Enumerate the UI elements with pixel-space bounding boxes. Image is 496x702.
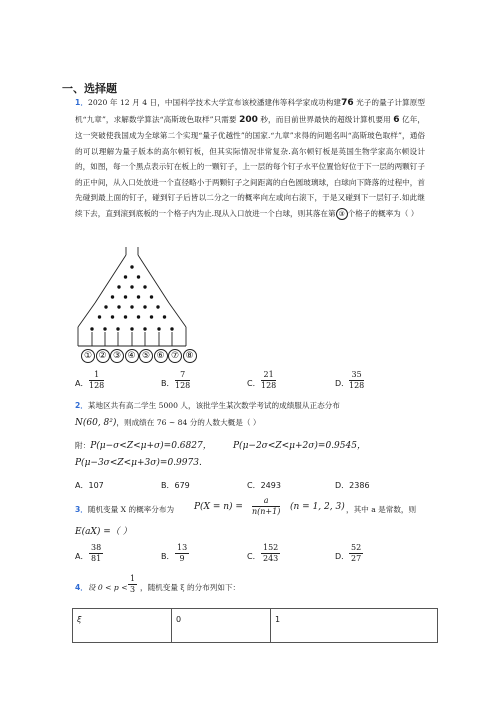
q2-option-d[interactable]: D．2386	[335, 481, 370, 490]
slot-label-2: ②	[96, 349, 110, 363]
q2-reference-2: P(μ−2σ<Z<μ+2σ)=0.9545，	[233, 441, 366, 451]
option-d-fraction: $\frac{35}{128}$	[349, 370, 365, 390]
slot-label-8: ⑧	[183, 349, 197, 363]
q3-pmf-fraction: $\frac{a}{n(n+1)}$	[252, 496, 281, 516]
q1-options	[75, 370, 435, 396]
q4-text-b: ，随机变量 ξ 的分布列如下：	[140, 583, 241, 592]
pegs	[90, 265, 173, 330]
slot-label-6: ⑥	[154, 349, 168, 363]
table-cell: 1	[271, 609, 438, 643]
q2-distribution: N(60, 8²)，则成绩在 76 ~ 84 分的人数大概是（ ）	[75, 418, 261, 428]
table-row	[73, 609, 438, 643]
question-number: 2．	[75, 401, 88, 410]
option-b-label[interactable]: B．	[161, 552, 175, 561]
q2-option-c[interactable]: C．2493	[247, 481, 281, 490]
option-d-fraction: $\frac{52}{27}$	[351, 543, 362, 563]
slot-label-4: ④	[125, 349, 139, 363]
option-c-fraction: $\frac{21}{128}$	[261, 370, 277, 390]
q3-text-b: ，其中 a 是常数，则	[346, 505, 417, 514]
slot-marker: ③	[336, 208, 348, 220]
q3-expectation: E(aX) =（ ）	[75, 527, 132, 537]
option-d-label[interactable]: D．	[335, 379, 350, 388]
option-c-label[interactable]: C．	[247, 379, 261, 388]
section-title: 一、选择题	[62, 82, 117, 95]
q2-option-b[interactable]: B．679	[161, 481, 190, 490]
q4-fraction: $\frac{1}{3}$	[130, 574, 136, 594]
galton-board-figure	[75, 245, 190, 347]
slot-label-7: ⑦	[168, 349, 182, 363]
question-3: 3．随机变量 X 的概率分布为	[75, 505, 175, 514]
table-cell: 0	[172, 609, 271, 643]
q2-option-a[interactable]: A．107	[75, 481, 104, 490]
table-header-cell: ξ	[73, 609, 172, 643]
q2-reference-3: P(μ−3σ<Z<μ+3σ)=0.9973.	[75, 458, 202, 468]
option-b-fraction: $\frac{13}{9}$	[177, 543, 188, 563]
option-b-label[interactable]: B．	[161, 379, 175, 388]
slot-label-5: ⑤	[139, 349, 153, 363]
option-b-fraction: $\frac{7}{128}$	[175, 370, 191, 390]
q3-options	[75, 543, 435, 569]
option-a-fraction: $\frac{1}{128}$	[89, 370, 105, 390]
option-a-label[interactable]: A．	[75, 552, 89, 561]
q3-pmf-range: (n = 1, 2, 3)	[290, 502, 345, 512]
slot-label-1: ①	[81, 349, 95, 363]
question-number: 3．	[75, 505, 88, 514]
question-number: 1．	[75, 98, 89, 107]
option-c-label[interactable]: C．	[247, 552, 261, 561]
question-1: 1．2020 年 12 月 4 日，中国科学技术大学宣布该校潘建伟等科学家成功构建76 光子的量子计算原型机“九章”，求解数学算法“高斯玻色取样”只需要 200 秒，而目前世界最快的超级计算机要用 6 亿年，这一突破使我国成为全球第二个实现“量子优越性”的国家.“九章”求得的问题名叫“高斯玻色取样”，通俗的可以理解为量子版本的高尔顿钉板，但其实际情况非常复杂.高尔顿钉板是英国生物学家高尔顿设计的，如图，每一个黑点表示钉在板上的一颗钉子，上一层的每个钉子水平位置恰好位于下一层的两颗钉子的正中间，从入口处放进一个直径略小于两颗钉子之间距离的白色圆玻璃球，白球向下降落的过程中，首先碰到最上面的钉子，碰到钉子后皆以二分之一的概率向左或向右滚下，于是又碰到下一层钉子.如此继续下去，直到滚到底板的一个格子内为止.现从入口放进一个白球，则其落在第 ③ 个格子的概率为（ ）	[75, 98, 425, 218]
q3-pmf-left: P(X = n) =	[194, 502, 243, 512]
q2-reference-1: 附：P(μ−σ<Z<μ+σ)=0.6827，	[75, 441, 212, 451]
option-a-label[interactable]: A．	[75, 379, 89, 388]
question-4: 4．设 0 < p <	[75, 583, 128, 592]
option-d-label[interactable]: D．	[335, 552, 350, 561]
question-2: 2．某地区共有高二学生 5000 人，该批学生某次数学考试的成绩服从正态分布	[75, 401, 340, 410]
option-c-fraction: $\frac{152}{243}$	[263, 543, 279, 563]
distribution-table	[72, 608, 438, 643]
slot-labels	[81, 347, 197, 363]
slot-label-3: ③	[110, 349, 124, 363]
option-a-fraction: $\frac{38}{81}$	[91, 543, 102, 563]
question-number: 4．	[75, 583, 88, 592]
